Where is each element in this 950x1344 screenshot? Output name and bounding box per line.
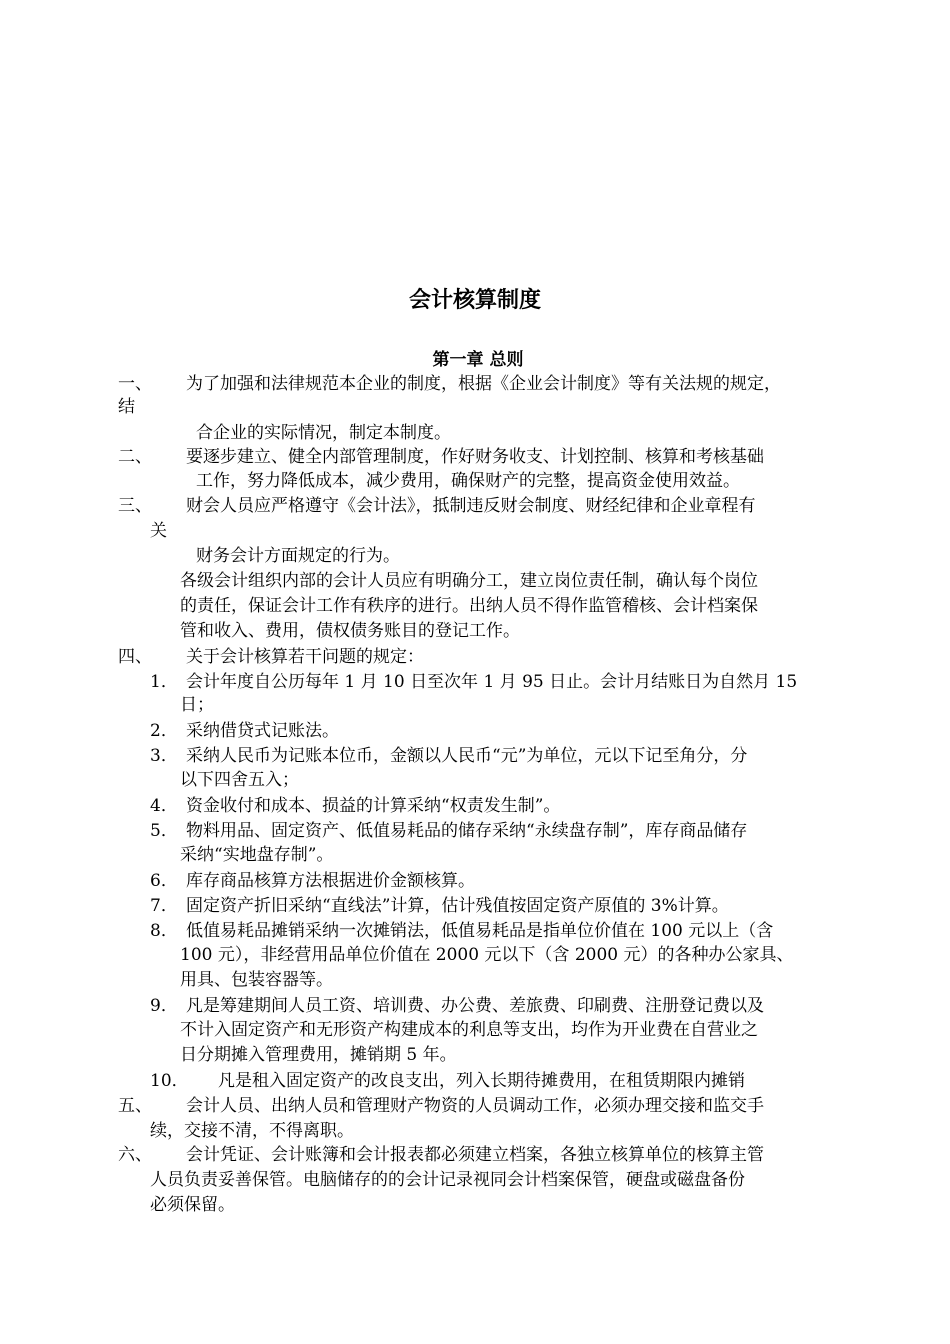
text-line: 关 (150, 521, 167, 541)
text-line: 要逐步建立、健全内部管理制度，作好财务收支、计划控制、核算和考核基础 (186, 447, 764, 467)
text-line: 会计年度自公历每年 1 月 10 日至次年 1 月 95 日止。会计月结账日为自然月 15 (186, 672, 798, 692)
text-line: 采纳人民币为记账本位币，金额以人民币“元”为单位，元以下记至角分，分 (186, 746, 748, 766)
text-line: 凡是筹建期间人员工资、培训费、办公费、差旅费、印刷费、注册登记费以及 (186, 996, 764, 1016)
text-line: 会计凭证、会计账簿和会计报表都必须建立档案，各独立核算单位的核算主管 (186, 1145, 764, 1165)
text-line: 管和收入、费用，债权债务账目的登记工作。 (180, 621, 520, 641)
item-marker-10: 10． (150, 1071, 189, 1091)
chapter-heading: 第一章 总则 (432, 350, 524, 370)
text-line: 以下四舍五入； (180, 770, 299, 790)
item-marker-7: 7． (150, 896, 178, 916)
section-marker-1: 一、 (118, 374, 152, 394)
text-line: 凡是租入固定资产的改良支出，列入长期待摊费用，在租赁期限内摊销 (218, 1071, 745, 1091)
text-line: 各级会计组织内部的会计人员应有明确分工，建立岗位责任制，确认每个岗位 (180, 571, 758, 591)
text-line: 财会人员应严格遵守《会计法》，抵制违反财会制度、财经纪律和企业章程有 (186, 496, 756, 516)
text-line: 固定资产折旧采纳“直线法”计算，估计残值按固定资产原值的 3%计算。 (186, 896, 729, 916)
section-marker-2: 二、 (118, 447, 152, 467)
text-line: 日分期摊入管理费用，摊销期 5 年。 (180, 1045, 457, 1065)
text-line: 人员负责妥善保管。电脑储存的的会计记录视同会计档案保管，硬盘或磁盘备份 (150, 1170, 745, 1190)
text-line: 必须保留。 (150, 1195, 235, 1215)
text-line: 结 (118, 397, 135, 417)
text-line: 为了加强和法律规范本企业的制度，根据《企业会计制度》等有关法规的规定， (186, 374, 781, 394)
text-line: 100 元），非经营用品单位价值在 2000 元以下（含 2000 元）的各种办公家具、 (180, 945, 794, 965)
text-line: 用具、包装容器等。 (180, 970, 333, 990)
section-marker-5: 五、 (118, 1096, 152, 1116)
item-marker-4: 4． (150, 796, 178, 816)
item-marker-9: 9． (150, 996, 178, 1016)
section-marker-4: 四、 (118, 647, 152, 667)
item-marker-5: 5． (150, 821, 178, 841)
text-line: 续，交接不清，不得离职。 (150, 1121, 354, 1141)
text-line: 合企业的实际情况，制定本制度。 (196, 423, 451, 443)
section-marker-3: 三、 (118, 496, 152, 516)
text-line: 库存商品核算方法根据进价金额核算。 (186, 871, 475, 891)
item-marker-3: 3． (150, 746, 178, 766)
text-line: 日； (180, 695, 214, 715)
item-marker-6: 6． (150, 871, 178, 891)
item-marker-8: 8． (150, 921, 178, 941)
text-line: 低值易耗品摊销采纳一次摊销法，低值易耗品是指单位价值在 100 元以上（含 (186, 921, 774, 941)
section-marker-6: 六、 (118, 1145, 152, 1165)
text-line: 资金收付和成本、损益的计算采纳“权责发生制”。 (186, 796, 561, 816)
document-title: 会计核算制度 (408, 288, 541, 313)
text-line: 的责任，保证会计工作有秩序的进行。出纳人员不得作监管稽核、会计档案保 (180, 596, 758, 616)
text-line: 财务会计方面规定的行为。 (196, 546, 400, 566)
text-line: 工作，努力降低成本，减少费用，确保财产的完整，提高资金使用效益。 (196, 471, 740, 491)
item-marker-1: 1． (150, 672, 178, 692)
text-line: 不计入固定资产和无形资产构建成本的利息等支出，均作为开业费在自营业之 (180, 1020, 758, 1040)
text-line: 关于会计核算若干问题的规定： (186, 647, 424, 667)
text-line: 物料用品、固定资产、低值易耗品的储存采纳“永续盘存制”，库存商品储存 (186, 821, 748, 841)
text-line: 采纳“实地盘存制”。 (180, 845, 334, 865)
item-marker-2: 2． (150, 721, 178, 741)
text-line: 采纳借贷式记账法。 (186, 721, 339, 741)
text-line: 会计人员、出纳人员和管理财产物资的人员调动工作，必须办理交接和监交手 (186, 1096, 764, 1116)
